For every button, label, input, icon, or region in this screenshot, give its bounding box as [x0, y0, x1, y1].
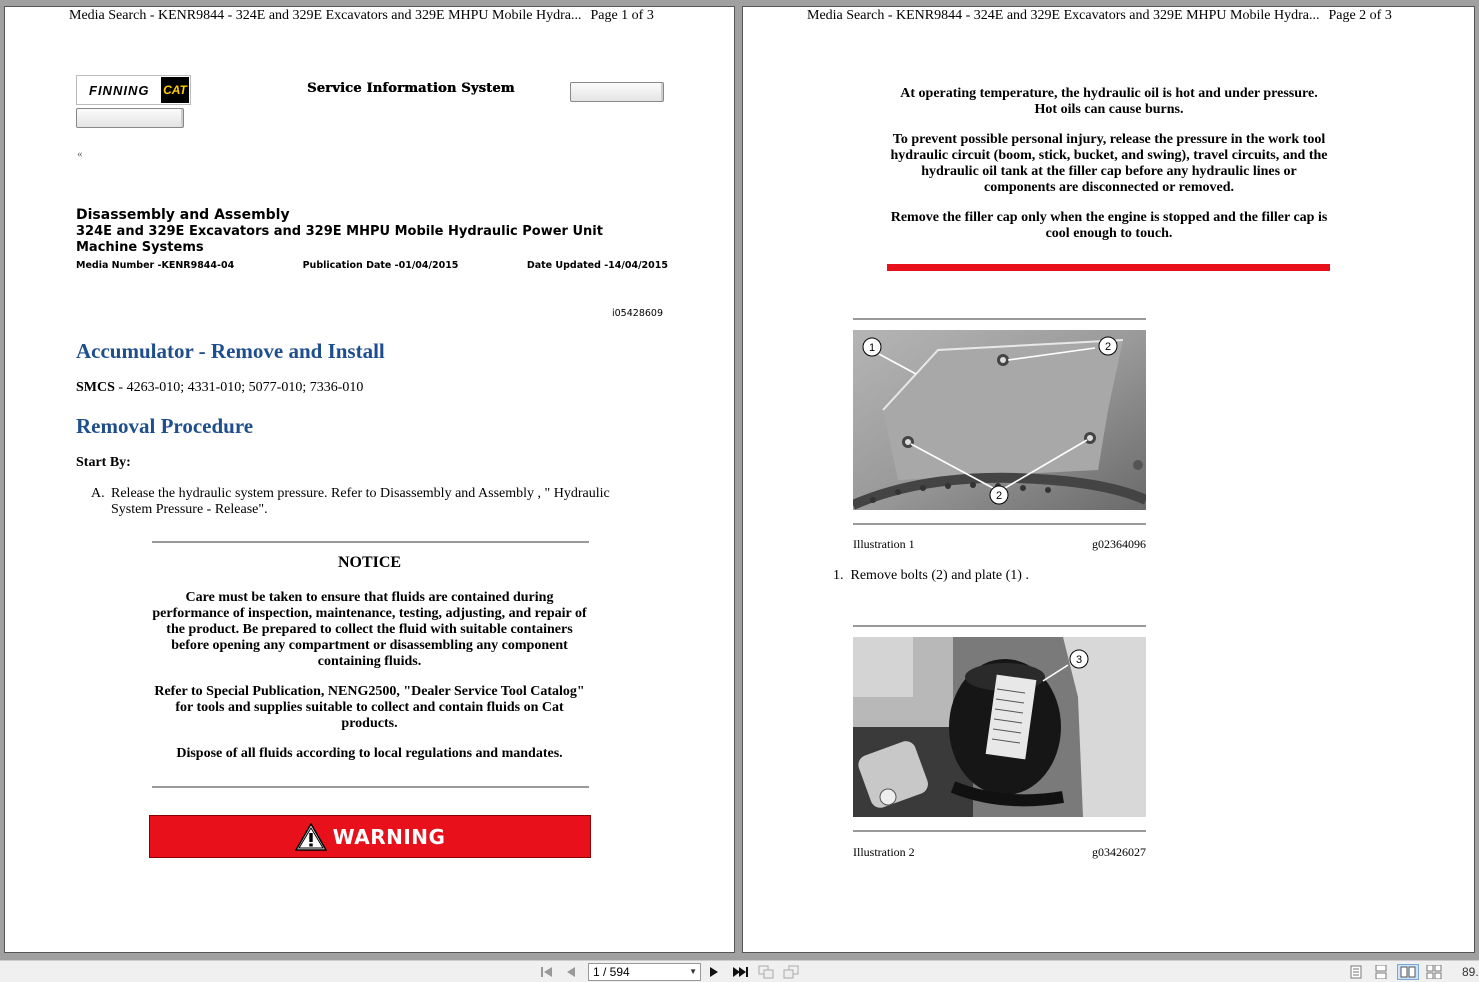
- page-number-value: 1 / 594: [593, 965, 630, 979]
- step-a-text: Release the hydraulic system pressure. Refer to Disassembly and Assembly , " Hydraulic System Pressure - Release".: [111, 486, 610, 517]
- illustration-1-label: Illustration 1: [853, 537, 915, 551]
- zoom-level[interactable]: 89.: [1462, 965, 1479, 979]
- illustration-1-bottom-rule: [853, 523, 1146, 525]
- media-number: Media Number -KENR9844-04: [76, 260, 235, 271]
- illustration-1-caption: [853, 537, 1146, 552]
- finning-cat-logo: [76, 75, 191, 105]
- illustration-2-top-rule: [853, 625, 1146, 627]
- notice-paragraph-1: Care must be taken to ensure that fluids are contained during performance of inspection, maintenance, testing, adjusting, and repair of the product. Be prepared to collect the fluid with suitable containers before opening any compartment or disassembling any component containing fluids.: [152, 590, 587, 669]
- warning-bottom-bar: [887, 264, 1330, 271]
- pdf-toolbar: [0, 960, 1479, 982]
- illustration-2-id: g03426027: [1092, 845, 1146, 859]
- start-by-label: Start By:: [76, 455, 131, 470]
- illustration-2-callout-3: 3: [1075, 654, 1083, 666]
- chevron-down-icon: ▼: [689, 967, 697, 976]
- smcs-codes: - 4263-010; 4331-010; 5077-010; 7336-010: [114, 380, 364, 395]
- page-number-select[interactable]: [588, 963, 701, 981]
- continuous-view-icon[interactable]: [1373, 964, 1389, 980]
- prev-page-icon[interactable]: [563, 964, 579, 980]
- step-a-label: A.: [91, 486, 105, 501]
- two-page-continuous-view-icon[interactable]: [1425, 964, 1443, 980]
- date-updated: Date Updated -14/04/2015: [526, 260, 668, 271]
- next-page-icon[interactable]: [706, 964, 722, 980]
- illustration-1-callout-2b: 2: [995, 490, 1003, 502]
- page-header-title: Media Search - KENR9844 - 324E and 329E Excavators and 329E MHPU Mobile Hydra...: [69, 8, 582, 23]
- sis-title: Service Information System: [307, 81, 515, 96]
- publication-date: Publication Date -01/04/2015: [302, 260, 459, 271]
- warning-banner: [149, 815, 591, 858]
- last-page-icon[interactable]: [731, 964, 749, 980]
- logo-finning-text: FINNING: [89, 82, 150, 98]
- illustration-1-id: g02364096: [1092, 537, 1146, 551]
- step-1-label: 1.: [833, 568, 844, 583]
- step-1: [833, 568, 1029, 584]
- illustration-2-photo: [853, 637, 1146, 817]
- illustration-1-callout-1: 1: [868, 342, 876, 354]
- document-title: Disassembly and Assembly: [76, 207, 290, 223]
- header-button-left[interactable]: [76, 108, 184, 128]
- notice-top-rule: [152, 541, 589, 543]
- warning-triangle-icon: [295, 823, 327, 851]
- heading-removal: Removal Procedure: [76, 414, 254, 438]
- warning-paragraph-3: Remove the filler cap only when the engine is stopped and the filler cap is cool enough to touch.: [890, 210, 1328, 241]
- document-title-block: [76, 207, 668, 256]
- illustration-2-label: Illustration 2: [853, 845, 915, 859]
- header-button-right[interactable]: [570, 82, 664, 102]
- page-header-number: Page 1 of 3: [590, 8, 654, 23]
- first-page-icon[interactable]: [539, 964, 555, 980]
- warning-paragraph-1: At operating temperature, the hydraulic oil is hot and under pressure. Hot oils can cause burns.: [900, 86, 1318, 117]
- document-subtitle: 324E and 329E Excavators and 329E MHPU Mobile Hydraulic Power Unit Machine Systems: [76, 224, 603, 255]
- page-header: [69, 8, 654, 24]
- single-page-view-icon[interactable]: [1348, 964, 1364, 980]
- illustration-1-callout-2a: 2: [1104, 341, 1112, 353]
- illustration-1-photo: [853, 330, 1146, 510]
- smcs-line: [76, 380, 363, 396]
- smcs-label: SMCS: [76, 380, 115, 395]
- back-link[interactable]: «: [77, 148, 83, 160]
- notice-title: NOTICE: [337, 554, 402, 571]
- notice-paragraph-2: Refer to Special Publication, NENG2500, "Dealer Service Tool Catalog" for tools and supplies suitable to collect and contain fluids on Cat products.: [154, 684, 585, 731]
- illustration-1-top-rule: [853, 318, 1146, 320]
- page-header: [807, 8, 1392, 24]
- pdf-page-1: [4, 6, 735, 953]
- logo-cat-text: CAT: [161, 77, 189, 103]
- copy-icon[interactable]: [757, 964, 775, 980]
- document-id: i05428609: [612, 308, 663, 319]
- illustration-2-caption: [853, 845, 1146, 860]
- warning-label: WARNING: [332, 824, 446, 849]
- paste-icon[interactable]: [782, 964, 800, 980]
- notice-bottom-rule: [152, 786, 589, 788]
- heading-main: Accumulator - Remove and Install: [76, 339, 385, 363]
- step-1-text: Remove bolts (2) and plate (1) .: [850, 568, 1029, 583]
- page-header-title: Media Search - KENR9844 - 324E and 329E Excavators and 329E MHPU Mobile Hydra...: [807, 8, 1320, 23]
- two-page-view-icon[interactable]: [1397, 964, 1419, 980]
- illustration-2-bottom-rule: [853, 830, 1146, 832]
- page-header-number: Page 2 of 3: [1328, 8, 1392, 23]
- pdf-page-2: [742, 6, 1475, 953]
- notice-paragraph-3: Dispose of all fluids according to local regulations and mandates.: [176, 746, 563, 761]
- warning-paragraph-2: To prevent possible personal injury, release the pressure in the work tool hydraulic circuit (boom, stick, bucket, and swing), travel circuits, and the hydraulic oil tank at the filler cap before any hydraulic lines or components are disconnected or removed.: [890, 132, 1328, 195]
- step-a: [91, 486, 651, 518]
- document-meta: [76, 260, 668, 271]
